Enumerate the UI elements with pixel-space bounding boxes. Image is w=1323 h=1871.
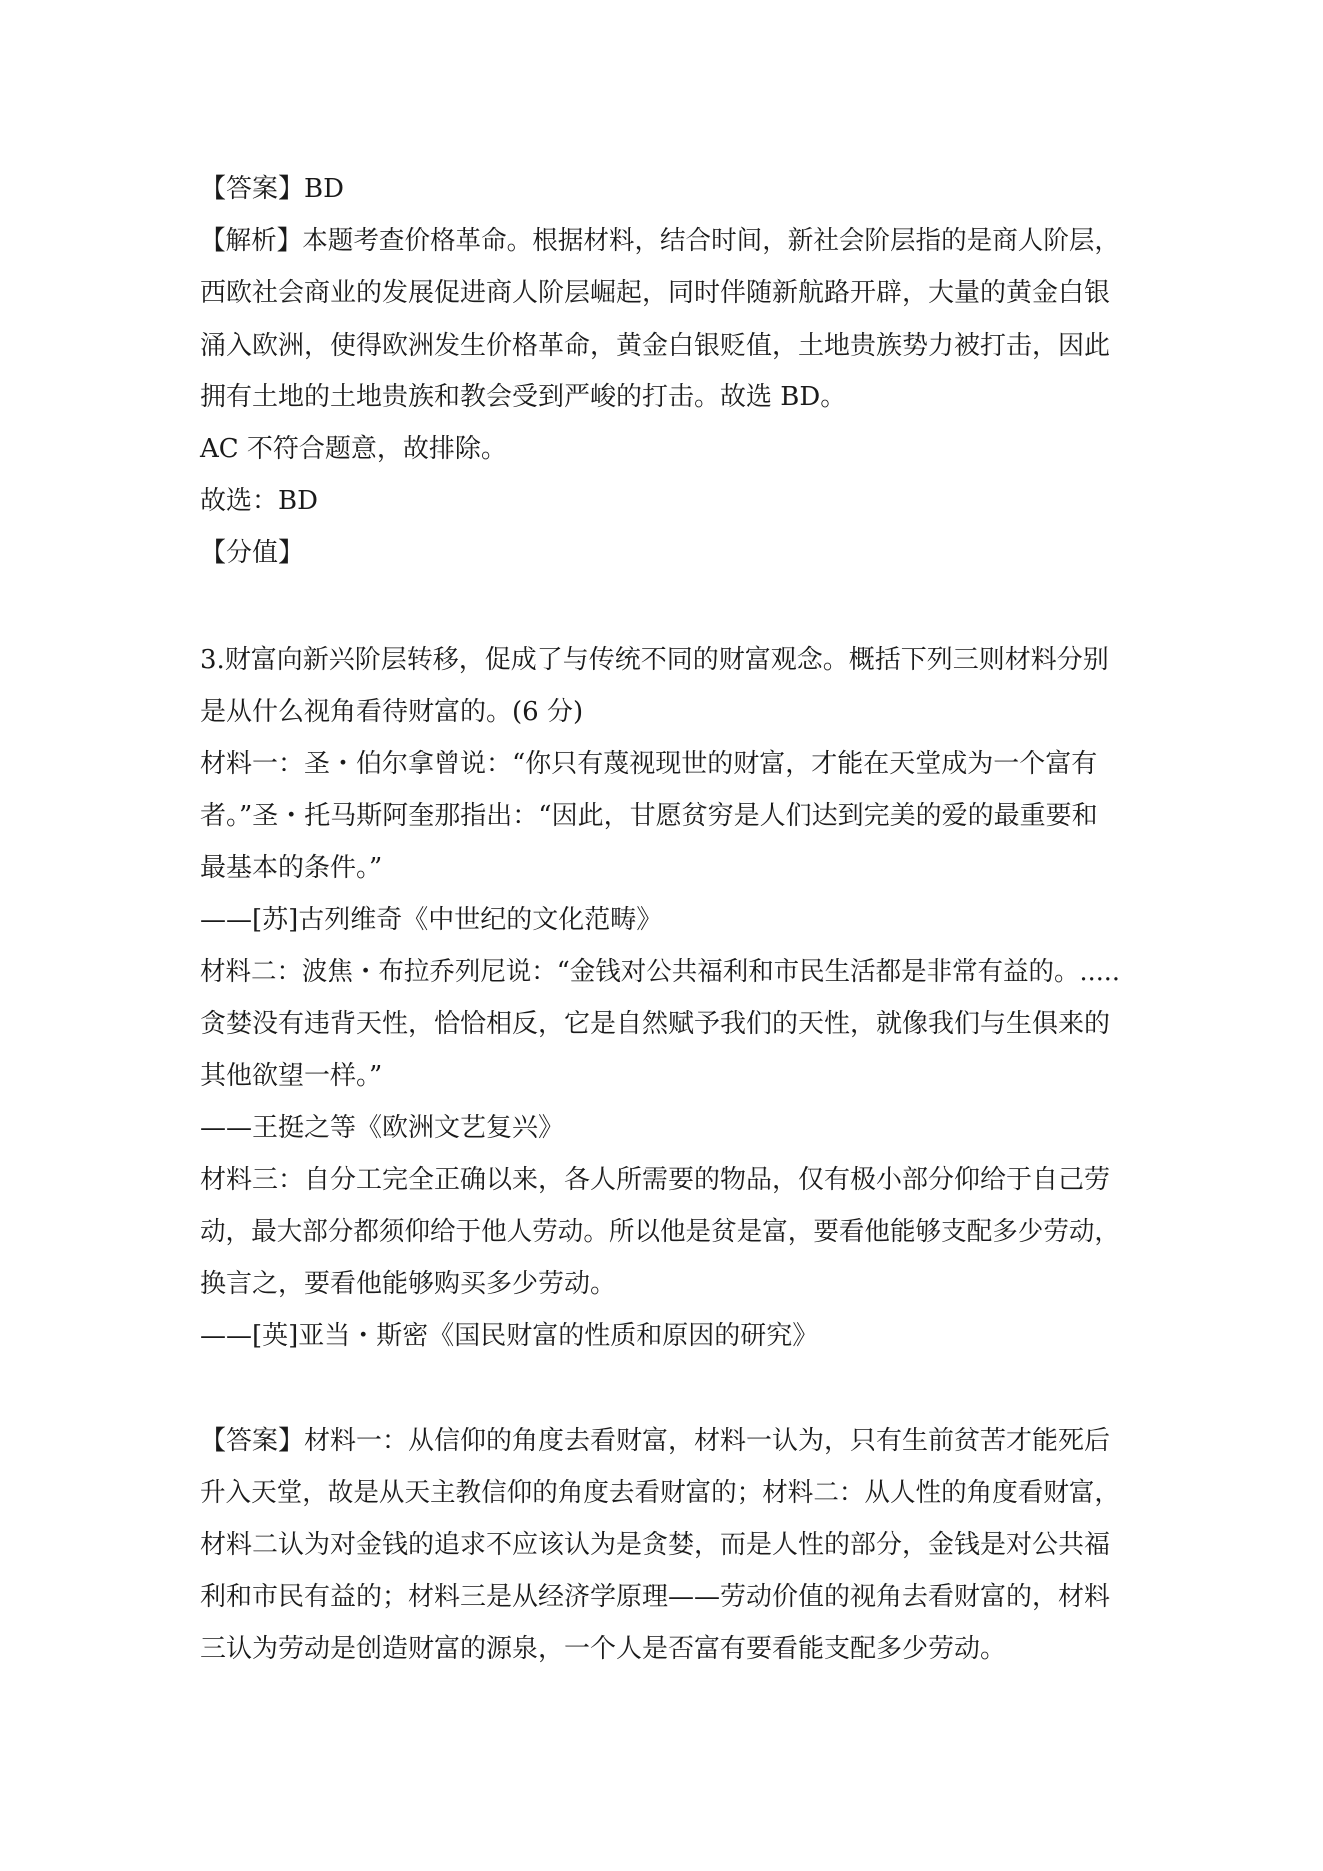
text-line-9: 是从什么视角看待财富的。(6 分) — [200, 697, 584, 727]
text-line-22: 【答案】材料一：从信仰的角度去看财富，材料一认为，只有生前贫苦才能死后 — [200, 1426, 1111, 1456]
text-line-2: 西欧社会商业的发展促进商人阶层崛起，同时伴随新航路开辟，大量的黄金白银 — [200, 278, 1111, 308]
text-line-5: AC 不符合题意，故排除。 — [200, 434, 507, 464]
text-line-10: 材料一：圣・伯尔拿曾说：“你只有蔑视现世的财富，才能在天堂成为一个富有 — [200, 749, 1098, 779]
text-line-25: 利和市民有益的；材料三是从经济学原理——劳动价值的视角去看财富的，材料 — [200, 1582, 1111, 1612]
text-line-7: 【分值】 — [200, 538, 305, 568]
text-line-23: 升入天堂，故是从天主教信仰的角度去看财富的；材料二：从人性的角度看财富， — [200, 1478, 1120, 1508]
text-line-13: ——[苏]古列维奇《中世纪的文化范畴》 — [200, 905, 663, 935]
text-line-15: 贪婪没有违背天性，恰恰相反，它是自然赋予我们的天性，就像我们与生俱来的 — [200, 1009, 1111, 1039]
text-line-1: 【解析】本题考查价格革命。根据材料，结合时间，新社会阶层指的是商人阶层， — [200, 226, 1120, 256]
text-line-6: 故选：BD — [200, 486, 318, 516]
text-line-4: 拥有土地的土地贵族和教会受到严峻的打击。故选 BD。 — [200, 382, 847, 412]
text-line-17: ——王挺之等《欧洲文艺复兴》 — [200, 1113, 565, 1143]
text-line-18: 材料三：自分工完全正确以来，各人所需要的物品，仅有极小部分仰给于自己劳 — [200, 1165, 1111, 1195]
text-line-12: 最基本的条件。” — [200, 853, 383, 883]
text-line-0: 【答案】BD — [200, 174, 344, 204]
text-line-11: 者。”圣・托马斯阿奎那指出：“因此，甘愿贫穷是人们达到完美的爱的最重要和 — [200, 801, 1098, 831]
text-line-19: 动，最大部分都须仰给于他人劳动。所以他是贫是富，要看他能够支配多少劳动， — [200, 1217, 1120, 1247]
text-line-24: 材料二认为对金钱的追求不应该认为是贪婪，而是人性的部分，金钱是对公共福 — [200, 1530, 1111, 1560]
text-line-26: 三认为劳动是创造财富的源泉，一个人是否富有要看能支配多少劳动。 — [200, 1634, 1007, 1664]
text-line-20: 换言之，要看他能够购买多少劳动。 — [200, 1269, 617, 1299]
text-line-16: 其他欲望一样。” — [200, 1061, 383, 1091]
text-line-14: 材料二：波焦・布拉乔列尼说：“金钱对公共福利和市民生活都是非常有益的。..... — [200, 957, 1120, 987]
text-line-21: ——[英]亚当・斯密《国民财富的性质和原因的研究》 — [200, 1321, 819, 1351]
text-line-8: 3.财富向新兴阶层转移，促成了与传统不同的财富观念。概括下列三则材料分别 — [200, 645, 1109, 675]
text-line-3: 涌入欧洲，使得欧洲发生价格革命，黄金白银贬值，土地贵族势力被打击，因此 — [200, 331, 1111, 361]
